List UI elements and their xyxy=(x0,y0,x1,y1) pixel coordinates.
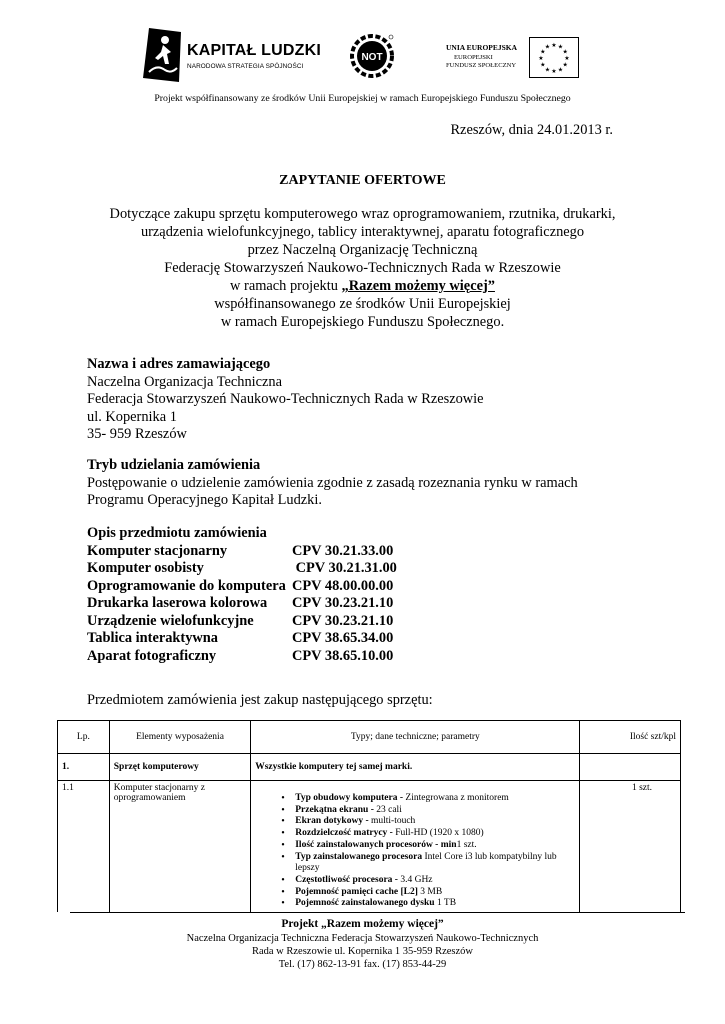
intro-project-prefix: w ramach projektu xyxy=(230,278,342,294)
not-logo-text: NOT xyxy=(361,52,383,63)
cell-qty xyxy=(580,754,681,781)
kapital-ludzki-subtitle: NARODOWA STRATEGIA SPÓJNOŚCI xyxy=(187,63,304,70)
svg-text:★: ★ xyxy=(540,61,546,69)
spec-item: • Rozdzielczość matrycy - Full-HD (1920 x 1080) xyxy=(295,828,575,840)
cell-element: Sprzęt komputerowy xyxy=(109,754,250,781)
cell-lp: 1.1 xyxy=(58,781,110,913)
table-header-row xyxy=(58,721,681,754)
cpv-code: CPV 38.65.34.00 xyxy=(292,630,394,646)
intro-line: Federację Stowarzyszeń Naukowo-Technicznych Rada w Rzeszowie xyxy=(164,260,561,276)
eu-line-2: EUROPEJSKI xyxy=(454,54,493,61)
cpv-code: CPV 30.21.31.00 xyxy=(292,560,397,576)
cpv-item-name: Drukarka laserowa kolorowa xyxy=(87,595,268,611)
cell-qty: 1 szt. xyxy=(580,781,681,913)
intro-line: w ramach Europejskiego Funduszu Społecznego. xyxy=(220,314,505,330)
spec-item: • Częstotliwość procesora - 3.4 GHz xyxy=(295,875,575,887)
col-header-spec: Typy; dane techniczne; parametry xyxy=(251,721,580,754)
cell-lp: 1. xyxy=(58,754,110,781)
svg-text:★: ★ xyxy=(538,55,544,62)
col-header-element: Elementy wyposażenia xyxy=(109,721,250,754)
cpv-code: CPV 30.23.21.10 xyxy=(292,612,394,629)
cpv-item-name: Tablica interaktywna xyxy=(87,630,218,646)
equipment-table xyxy=(57,720,681,912)
cpv-item-name: Komputer osobisty xyxy=(87,560,204,576)
section-heading: Tryb udzielania zamówienia xyxy=(87,457,261,473)
document-date: Rzeszów, dnia 24.01.2013 r. xyxy=(450,122,613,138)
spec-item: • Przekątna ekranu - 23 cali xyxy=(295,805,575,817)
svg-text:★: ★ xyxy=(557,66,564,74)
cpv-code: CPV 48.00.00.00 xyxy=(292,577,394,594)
footer-divider xyxy=(70,912,685,913)
spec-item: • Ilość zainstalowanych procesorów - min1 szt. xyxy=(295,840,575,852)
equipment-lead: Przedmiotem zamówienia jest zakup następującego sprzętu: xyxy=(87,692,433,708)
svg-text:★: ★ xyxy=(557,43,564,51)
spec-item: • Ekran dotykowy - multi-touch xyxy=(295,816,575,828)
procedure-line: Postępowanie o udzielenie zamówienia zgodnie z zasadą rozeznania rynku w ramach xyxy=(87,474,578,491)
spec-item: • Typ obudowy komputera - Zintegrowana z monitorem xyxy=(295,793,575,805)
cpv-code: CPV 38.65.10.00 xyxy=(292,647,394,664)
address-line: 35- 959 Rzeszów xyxy=(87,426,187,442)
svg-text:★: ★ xyxy=(564,55,570,62)
svg-text:★: ★ xyxy=(551,42,557,49)
spec-item: • Pojemność zainstalowanego dysku 1 TB xyxy=(295,898,575,910)
address-line: Naczelna Organizacja Techniczna xyxy=(87,373,283,390)
table-row xyxy=(58,754,681,781)
page-footer xyxy=(0,916,725,971)
procedure-line: Programu Operacyjnego Kapitał Ludzki. xyxy=(87,492,322,508)
col-header-qty: Ilość szt/kpl xyxy=(580,721,681,754)
svg-text:★: ★ xyxy=(544,66,551,74)
footer-line: Tel. (17) 862-13-91 fax. (17) 853-44-29 xyxy=(278,959,447,970)
project-name: „Razem możemy więcej” xyxy=(341,278,495,294)
intro-line: urządzenia wielofunkcyjnego, tablicy interaktywnej, aparatu fotograficznego xyxy=(140,224,585,240)
cpv-item-name: Komputer stacjonarny xyxy=(87,542,228,559)
eu-line-1: UNIA EUROPEJSKA xyxy=(446,43,518,52)
section-heading: Nazwa i adres zamawiającego xyxy=(87,356,271,372)
spec-item: • Typ zainstalowanego procesora Intel Core i3 lub kompatybilny lub lepszy xyxy=(295,852,575,875)
intro-line: Dotyczące zakupu sprzętu komputerowego wraz oprogramowaniem, rzutnika, drukarki, xyxy=(109,206,616,222)
cell-spec: Wszystkie komputery tej samej marki. xyxy=(251,754,580,781)
footer-line: Rada w Rzeszowie ul. Kopernika 1 35-959 Rzeszów xyxy=(251,946,474,957)
address-line: Federacja Stowarzyszeń Naukowo-Technicznych Rada w Rzeszowie xyxy=(87,391,484,407)
intro-line: współfinansowanego ze środków Unii Europejskiej xyxy=(214,296,511,312)
col-header-lp: Lp. xyxy=(58,721,110,754)
cpv-code: CPV 30.21.33.00 xyxy=(292,542,394,559)
cell-element: Komputer stacjonarny z oprogramowaniem xyxy=(109,781,250,913)
svg-text:★: ★ xyxy=(551,68,557,75)
cofinancing-note: Projekt współfinansowany ze środków Unii Europejskiej w ramach Europejskiego Funduszu Społecznego xyxy=(154,93,571,104)
svg-text:★: ★ xyxy=(562,48,568,56)
cpv-item-name: Oprogramowanie do komputera xyxy=(87,577,286,594)
eu-line-3: FUNDUSZ SPOŁECZNY xyxy=(446,62,517,69)
svg-text:★: ★ xyxy=(540,48,546,56)
svg-text:★: ★ xyxy=(562,61,568,69)
kapital-ludzki-title: KAPITAŁ LUDZKI xyxy=(187,42,322,59)
address-line: ul. Kopernika 1 xyxy=(87,408,177,425)
cpv-item-name: Aparat fotograficzny xyxy=(87,647,217,664)
cpv-code: CPV 30.23.21.10 xyxy=(292,595,394,611)
spec-list xyxy=(255,793,575,910)
page-title: ZAPYTANIE OFERTOWE xyxy=(279,173,446,188)
cell-spec xyxy=(251,781,580,913)
spec-item: • Pojemność pamięci cache [L2] 3 MB xyxy=(295,887,575,899)
cpv-item-name: Urządzenie wielofunkcyjne xyxy=(87,612,254,629)
svg-text:★: ★ xyxy=(544,43,551,51)
footer-line: Naczelna Organizacja Techniczna Federacja Stowarzyszeń Naukowo-Technicznych xyxy=(186,933,539,944)
intro-line: przez Naczelną Organizację Techniczną xyxy=(247,242,478,258)
footer-project: Projekt „Razem możemy więcej” xyxy=(281,918,444,930)
section-heading: Opis przedmiotu zamówienia xyxy=(87,525,267,541)
table-row xyxy=(58,781,681,913)
